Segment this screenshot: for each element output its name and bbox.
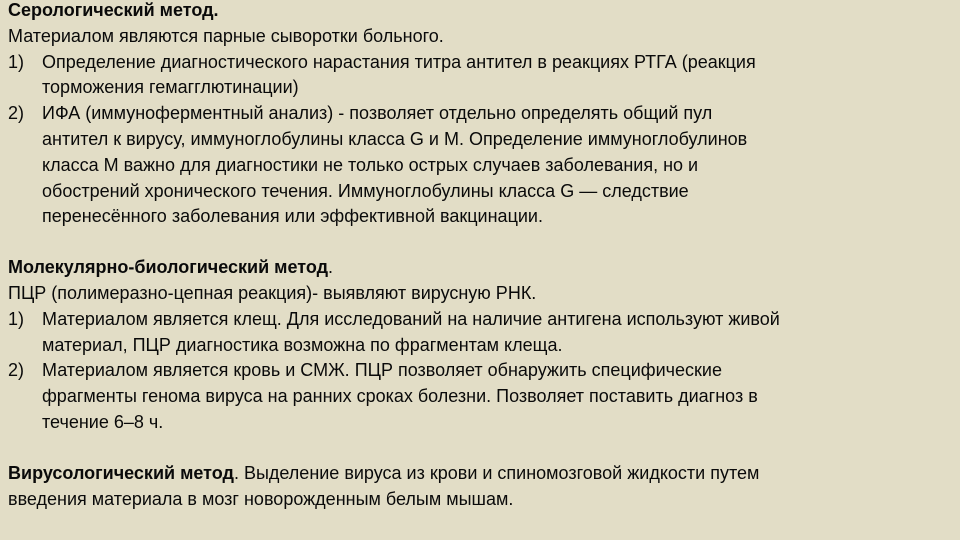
virological-text-1: . Выделение вируса из крови и спиномозговой жидкости путем xyxy=(233,462,760,483)
item-line: материал, ПЦР диагностика возможна по фрагментам клеща. xyxy=(42,334,563,355)
serological-title: Серологический метод. xyxy=(8,0,219,20)
molecular-title-line xyxy=(8,255,952,281)
item-line: перенесённого заболевания или эффективной вакцинации. xyxy=(42,206,543,227)
molecular-list xyxy=(8,307,952,436)
item-number: 1) xyxy=(8,308,25,329)
virological-text-2: введения материала в мозг новорожденным белым мышам. xyxy=(8,488,514,509)
molecular-section xyxy=(8,255,952,436)
item-number: 2) xyxy=(8,103,25,124)
item-line: течение 6–8 ч. xyxy=(42,411,164,432)
virological-line-1 xyxy=(8,461,952,487)
item-line: антител к вирусу, иммуноглобулины класса G и M. Определение иммуноглобулинов xyxy=(42,128,748,149)
serological-intro: Материалом являются парные сыворотки больного. xyxy=(8,25,444,46)
list-item xyxy=(8,50,952,102)
virological-title: Вирусологический метод xyxy=(8,462,234,483)
item-line: Материалом является клещ. Для исследований на наличие антигена используют живой xyxy=(42,308,780,329)
item-line: торможения гемагглютинации) xyxy=(42,77,299,98)
item-line: фрагменты генома вируса на ранних сроках болезни. Позволяет поставить диагноз в xyxy=(42,386,758,407)
virological-section xyxy=(8,461,952,513)
item-line: класса М важно для диагностики не только острых случаев заболевания, но и xyxy=(42,154,699,175)
item-line: обострений хронического течения. Иммуноглобулины класса G — следствие xyxy=(42,180,689,201)
molecular-intro: ПЦР (полимеразно-цепная реакция)- выявляют вирусную РНК. xyxy=(8,282,537,303)
molecular-title: Молекулярно-биологический метод xyxy=(8,257,329,278)
item-number: 1) xyxy=(8,51,25,72)
item-line: ИФА (иммуноферментный анализ) - позволяет отдельно определять общий пул xyxy=(42,103,713,124)
serological-list xyxy=(8,50,952,231)
list-item xyxy=(8,101,952,230)
serological-section xyxy=(8,0,952,230)
item-number: 2) xyxy=(8,360,25,381)
item-line: Материалом является кровь и СМЖ. ПЦР позволяет обнаружить специфические xyxy=(42,360,722,381)
item-line: Определение диагностического нарастания титра антител в реакциях РТГА (реакция xyxy=(42,51,756,72)
list-item xyxy=(8,307,952,359)
molecular-title-suffix: . xyxy=(328,257,334,278)
list-item xyxy=(8,358,952,435)
